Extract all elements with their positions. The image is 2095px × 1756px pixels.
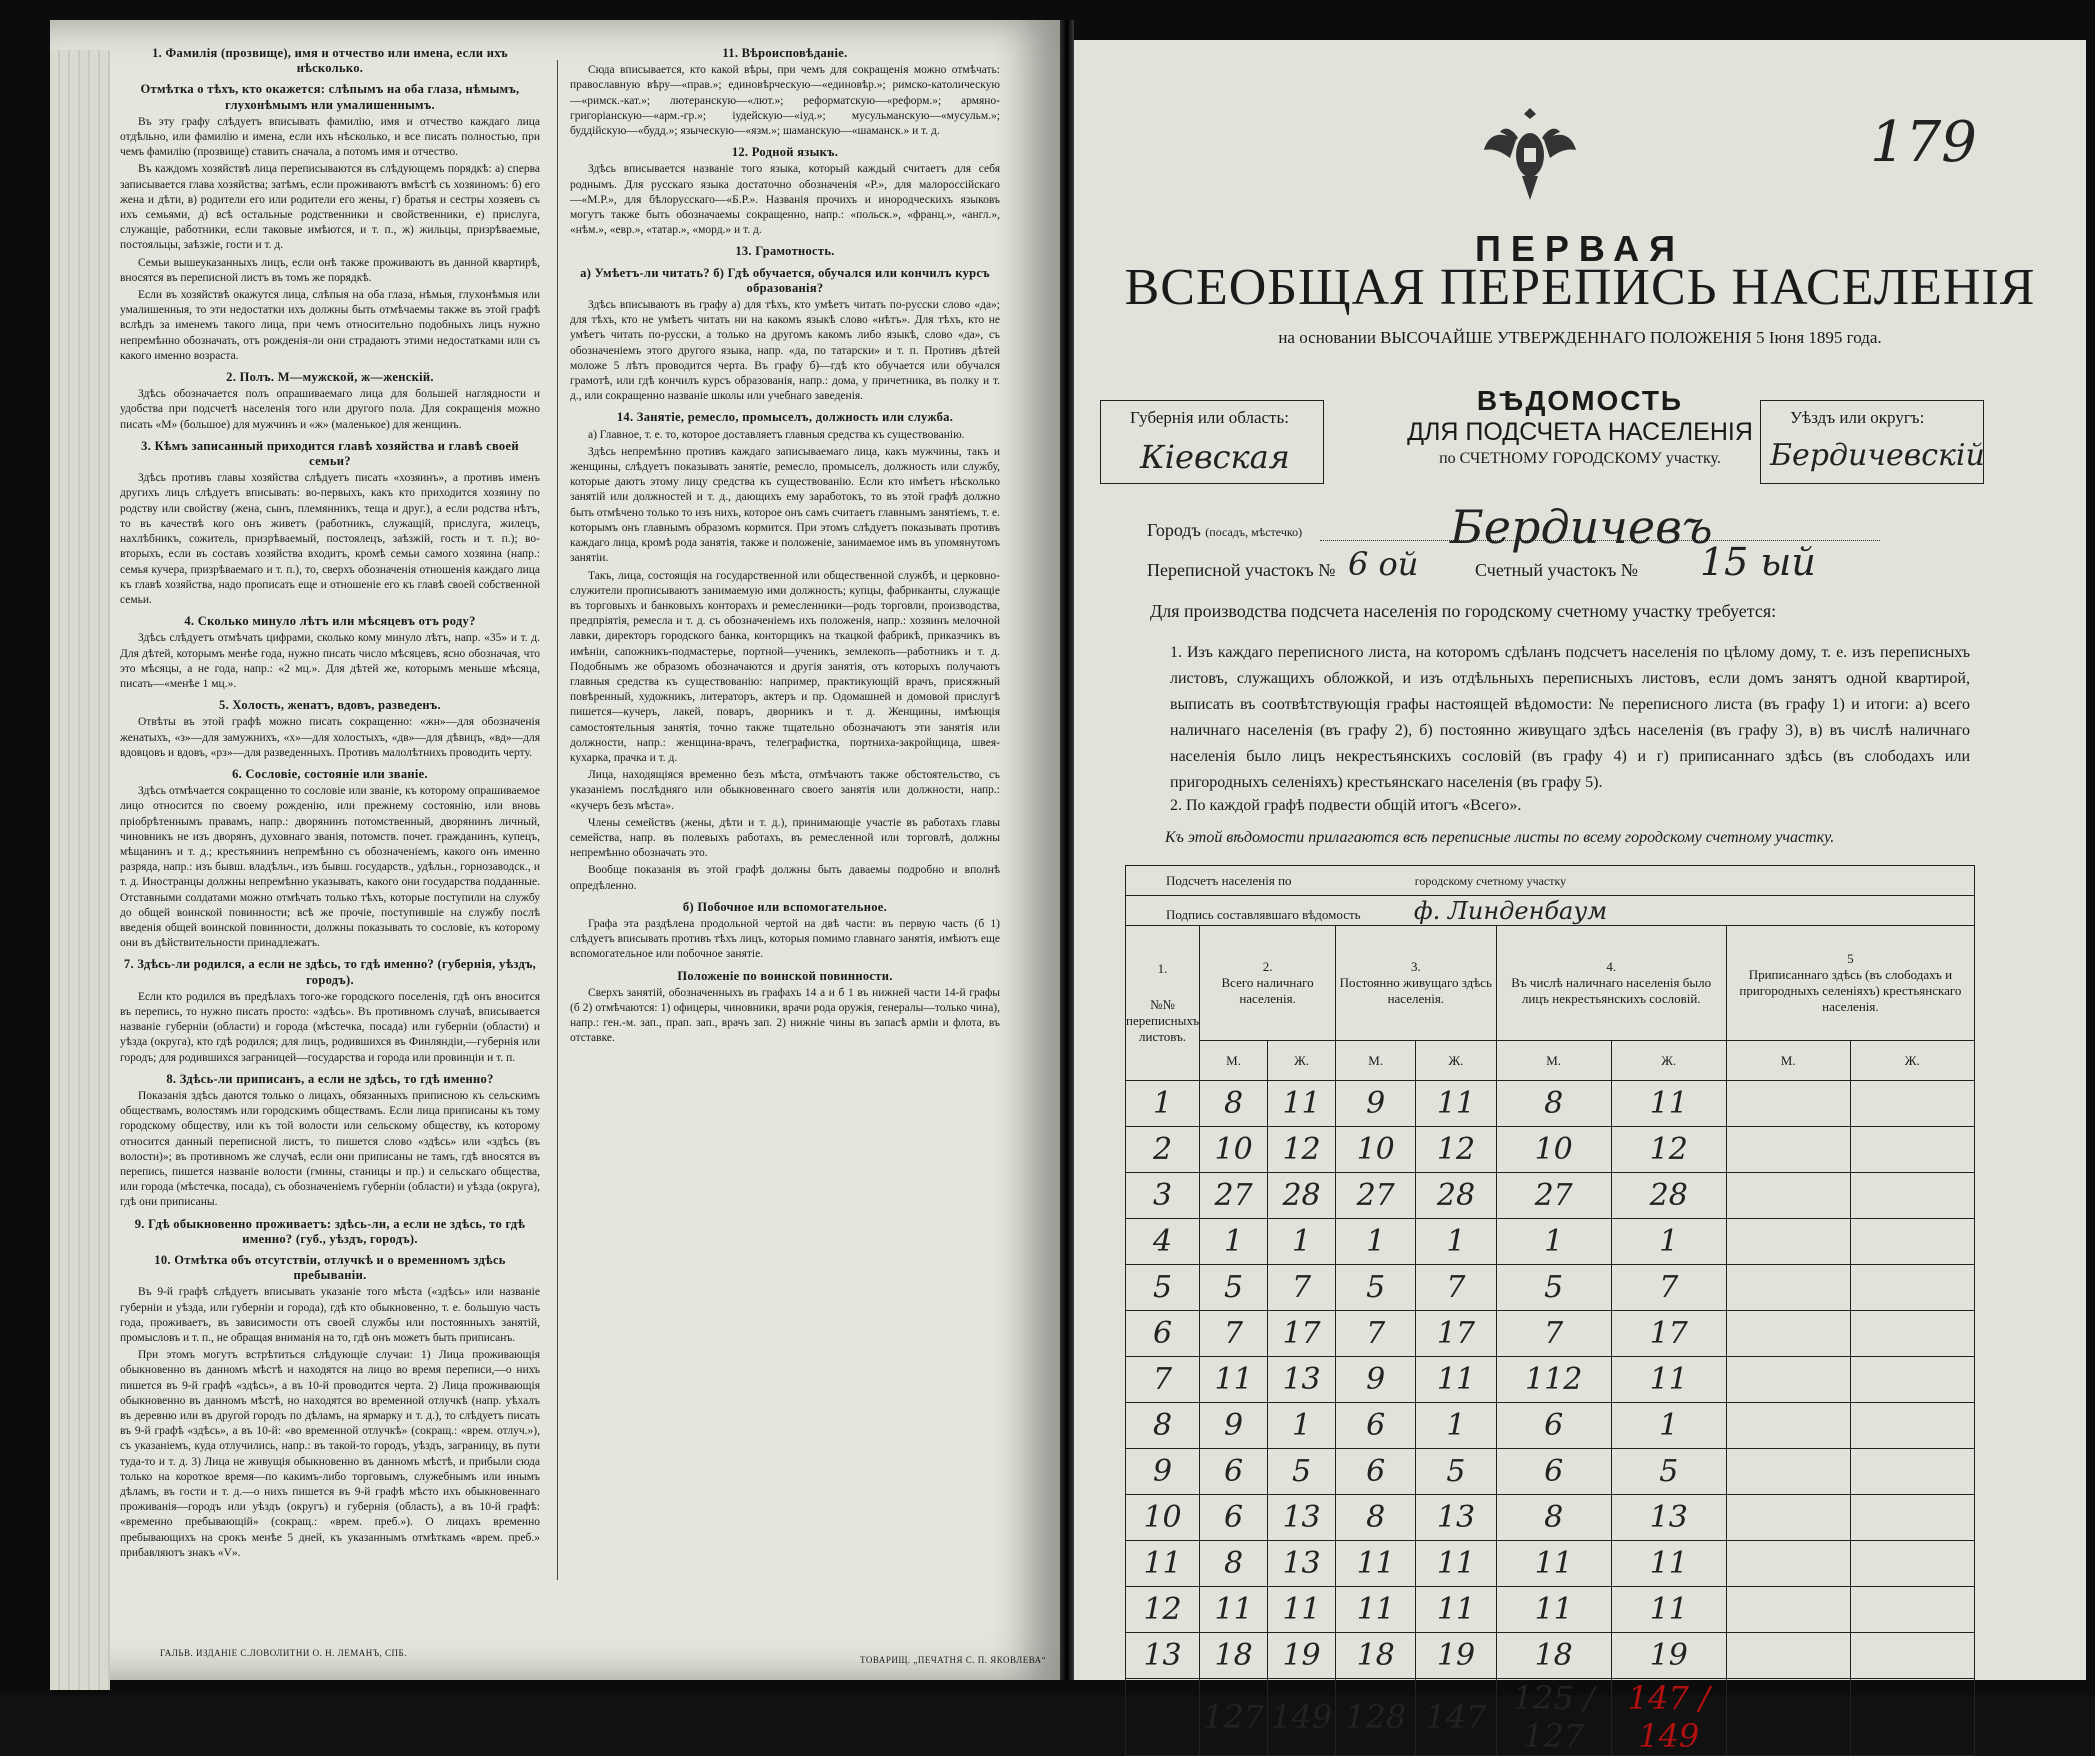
paragraph: Здѣсь вписываютъ въ графу а) для тѣхъ, кто умѣетъ читать по-русски слово «да»; для тѣхъ, кто не умѣетъ читать ни на какомъ языкѣ слово «нѣтъ». Для тѣхъ, кто не умѣетъ читать по-русски, а только на другомъ какомъ либо языкѣ, слово «да», съ обозначеніемъ этого другого языка, напр. «да, по татарски» и т. п. Противъ дѣтей моложе 5 лѣтъ проводится черта. Въ графу б)—гдѣ кто обучается или обучался грамотѣ, или гдѣ кончилъ курсъ образованія, напр.: дома, у причетника, въ полку и т. д., или сокращенно названіе школы или учебнаго заведенія.	[570, 299, 1000, 403]
gubernia-value: Кіевская	[1140, 438, 1290, 476]
count-cell: 9	[1336, 1357, 1416, 1403]
sheet-number-cell: 2	[1126, 1127, 1200, 1173]
table-row	[1126, 1403, 1975, 1449]
paragraph: Въ 9-й графѣ слѣдуетъ вписывать указаніе того мѣста («здѣсь» или названіе губерніи и уѣзда, или губерніи и города), гдѣ кто обыкновенно, т. е. большую часть года, проживаетъ, въ зависимости отъ своей службы или постоянныхъ занятій, промысловъ и т. п., не обращая вниманія на то, гдѣ онъ можетъ быть приписанъ.	[120, 1286, 540, 1345]
count-cell: 8	[1200, 1541, 1268, 1587]
count-cell: 1	[1611, 1219, 1726, 1265]
count-cell: 11	[1611, 1081, 1726, 1127]
count-cell: 9	[1336, 1081, 1416, 1127]
col-subheader-zh: Ж.	[1268, 1041, 1336, 1081]
count-cell	[1726, 1495, 1850, 1541]
printer-imprint-right: ТОВАРИЩ. „ПЕЧАТНЯ С. П. ЯКОВЛЕВА“	[860, 1655, 1047, 1665]
count-cell: 12	[1416, 1127, 1496, 1173]
count-cell: 112	[1496, 1357, 1611, 1403]
section-heading: 10. Отмѣтка объ отсутствіи, отлучкѣ и о временномъ здѣсь пребываніи.	[154, 1253, 506, 1283]
count-cell	[1850, 1587, 1975, 1633]
paragraph: Здѣсь отмѣчается сокращенно то сословіе или званіе, къ которому опрашиваемое лицо относится по своему рожденію, или прежнему состоянію, или вновь пріобрѣтеннымъ правамъ, напр.: дворянинъ потомственный, дворянинъ личный, чиновникъ не изъ дворянъ, духовнаго званія, потомств. почет. гражданинъ, купецъ, мѣщанинъ и т. д.; крестьянинъ непремѣнно съ обозначеніемъ, какого онъ именно разряда, напр.: изъ бывш. владѣльч., изъ бывш. государств., удѣльн., горнозаводск., и т. д. Иностранцы должны непремѣнно указывать, какого они государства подданные. Отставными солдатами можно отмѣчать только тѣхъ, которые поступили на службу до общей воинской повинности; всѣ же прочіе, поступившіе на службу послѣ введенія общей воинской повинности, должны показывать то сословіе, къ которому они въ дѣйствительности принадлежатъ.	[120, 785, 540, 950]
count-cell: 5	[1611, 1449, 1726, 1495]
vedomost-title: ВѢДОМОСТЬ	[1476, 385, 1684, 416]
total-cell: 125 / 127	[1496, 1679, 1611, 1756]
col-subheader-m: М.	[1336, 1041, 1416, 1081]
total-cell: 147	[1416, 1679, 1496, 1756]
col-header-2: 2. Всего наличнаго населенія.	[1200, 926, 1336, 1041]
count-cell: 8	[1200, 1081, 1268, 1127]
count-cell: 1	[1496, 1219, 1611, 1265]
count-cell: 11	[1268, 1587, 1336, 1633]
count-cell: 1	[1416, 1403, 1496, 1449]
attachment-note: Къ этой вѣдомости прилагаются всѣ переписные листы по всему городскому счетному участку.	[1165, 829, 1835, 846]
count-cell: 8	[1336, 1495, 1416, 1541]
paragraph: Если въ хозяйствѣ окажутся лица, слѣпыя на оба глаза, нѣмыя, глухонѣмыя или умалишенныя, то эти недостатки ихъ должны быть отмѣчаемы также въ этой графѣ вслѣдъ за именемъ такого лица, при чемъ относительно подобныхъ лицъ нужно непремѣнно обозначать, отъ рожденія-ли они страдаютъ этими недостатками или съ какого именно возраста.	[120, 289, 540, 362]
count-cell: 10	[1200, 1127, 1268, 1173]
count-cell: 11	[1611, 1587, 1726, 1633]
population-count-table	[1125, 865, 1975, 1756]
count-cell: 6	[1496, 1449, 1611, 1495]
count-cell: 11	[1611, 1357, 1726, 1403]
count-cell: 1	[1416, 1219, 1496, 1265]
count-cell	[1726, 1633, 1850, 1679]
count-cell	[1850, 1311, 1975, 1357]
perepisnoy-label: Переписной участокъ №	[1147, 560, 1336, 580]
table-row	[1126, 1081, 1975, 1127]
table-row	[1126, 1173, 1975, 1219]
count-cell	[1726, 1311, 1850, 1357]
count-cell: 13	[1268, 1541, 1336, 1587]
count-cell: 19	[1268, 1633, 1336, 1679]
count-cell	[1850, 1495, 1975, 1541]
count-cell	[1850, 1081, 1975, 1127]
table-row	[1126, 1449, 1975, 1495]
section-heading: 6. Сословіе, состояніе или званіе.	[232, 766, 428, 781]
gubernia-label: Губернія или область:	[1130, 408, 1289, 427]
count-cell	[1726, 1587, 1850, 1633]
table-header-podschet: Подсчетъ населенія по городскому счетному участку	[1126, 866, 1975, 896]
paragraph: Въ эту графу слѣдуетъ вписывать фамилію, имя и отчество каждаго лица отдѣльно, или фамилію и имена, если ихъ нѣсколько, и все писать полностью, при чемъ фамилію (прозвище) ставить сначала, а потомъ имя и отчество.	[120, 115, 540, 159]
count-cell: 11	[1336, 1541, 1416, 1587]
table-row	[1126, 1495, 1975, 1541]
table-row	[1126, 1541, 1975, 1587]
count-cell: 5	[1268, 1449, 1336, 1495]
sheet-number-cell: 4	[1126, 1219, 1200, 1265]
schetny-value: 15 ый	[1700, 540, 1816, 584]
paragraph: Графа эта раздѣлена продольной чертой на двѣ части: въ первую часть (б 1) слѣдуетъ вписывать противъ тѣхъ лицъ, которыя помимо главнаго занятія, имѣютъ еще вспомогательное или побочное занятіе.	[570, 917, 1000, 961]
sheet-number-cell: 6	[1126, 1311, 1200, 1357]
instructions-intro: Для производства подсчета населенія по городскому счетному участку требуется:	[1150, 601, 1777, 621]
count-cell	[1850, 1633, 1975, 1679]
col-header-1: 1. №№ переписныхъ листовъ.	[1126, 926, 1200, 1081]
count-cell: 18	[1496, 1633, 1611, 1679]
count-cell: 5	[1336, 1265, 1416, 1311]
table-row	[1126, 1587, 1975, 1633]
count-cell: 5	[1496, 1265, 1611, 1311]
count-cell	[1726, 1081, 1850, 1127]
section-heading: 14. Занятіе, ремесло, промыселъ, должность или служба.	[616, 410, 954, 425]
count-cell	[1850, 1449, 1975, 1495]
section-heading: а) Умѣетъ-ли читать? б) Гдѣ обучается, обучался или кончилъ курсъ образованія?	[580, 265, 990, 295]
city-label: Городъ (посадъ, мѣстечко)	[1147, 520, 1303, 540]
col-subheader-zh: Ж.	[1611, 1041, 1726, 1081]
archive-page-number: 179	[1870, 110, 1977, 175]
section-heading: 1. Фамилія (прозвище), имя и отчество или имена, если ихъ нѣсколько.	[152, 46, 508, 76]
instructions-item-2: 2. По каждой графѣ подвести общій итогъ «Всего».	[1170, 797, 1522, 814]
count-cell: 10	[1496, 1127, 1611, 1173]
section-heading: Отмѣтка о тѣхъ, кто окажется: слѣпымъ на оба глаза, нѣмымъ, глухонѣмымъ или умалишеннымъ.	[140, 82, 520, 112]
paragraph: Сюда вписывается, кто какой вѣры, при чемъ для сокращенія можно отмѣчать: православную вѣру—«прав.»; единовѣрческую—«единовѣр.»; римско-католическую—«римск.-кат.»; лютеранскую—«лют.»; реформатскую—«реформ.»; армяно-григоріанскую—«арм.-гр.»; іудейскую—«іуд.»; мусульманскую—«мусульм.»; буддійскую—«будд.»; языческую—«язм.»; шаманскую—«шаманск.» и т. д.	[570, 64, 1000, 138]
table-header-podpis: Подпись составлявшаго вѣдомость ф. Линденбаум	[1126, 896, 1975, 926]
sheet-number-cell: 11	[1126, 1541, 1200, 1587]
count-cell: 6	[1336, 1403, 1416, 1449]
count-cell	[1726, 1127, 1850, 1173]
paragraph: а) Главное, т. е. то, которое доставляетъ главныя средства къ существованію.	[588, 428, 965, 441]
total-cell: 147 / 149	[1611, 1679, 1726, 1756]
total-cell	[1726, 1679, 1850, 1756]
count-cell	[1850, 1173, 1975, 1219]
table-row	[1126, 1219, 1975, 1265]
count-cell: 17	[1611, 1311, 1726, 1357]
count-cell: 9	[1200, 1403, 1268, 1449]
count-cell: 28	[1611, 1173, 1726, 1219]
count-cell: 17	[1268, 1311, 1336, 1357]
section-heading: 8. Здѣсь-ли приписанъ, а если не здѣсь, то гдѣ именно?	[166, 1071, 494, 1086]
paragraph: Лица, находящіяся временно безъ мѣста, отмѣчаютъ также обстоятельство, съ указаніемъ послѣдняго или обыкновеннаго своего занятія или должности, напр.: «кучеръ безъ мѣста».	[570, 769, 1000, 812]
col-subheader-zh: Ж.	[1416, 1041, 1496, 1081]
col-subheader-m: М.	[1200, 1041, 1268, 1081]
paragraph: Здѣсь противъ главы хозяйства слѣдуетъ писать «хозяинъ», а противъ именъ другихъ лицъ слѣдуетъ вписывать: во-первыхъ, какъ кто приходится хозяину по родству или свойству (жена, сынъ, племянникъ, теща и друг.), а если родства нѣтъ, то въ качествѣ кого онъ живетъ (работникъ, служащій, прислуга, жилецъ, нахлѣбникъ, сожитель, призрѣваемый, постоялецъ, заѣзжій, гость и т. п.); во-вторыхъ, если въ составъ хозяйства входитъ, кромѣ семьи самого хозяина (напр.: семья кучера, призрѣваемаго и т. п.), то, сверхъ обозначенія отношенія каждаго лица къ главѣ хозяйства, надо прописать еще и отношеніе его къ главѣ своей собственной семьи.	[120, 472, 540, 606]
count-cell: 1	[1611, 1403, 1726, 1449]
count-cell: 7	[1496, 1311, 1611, 1357]
count-cell	[1726, 1173, 1850, 1219]
count-cell: 18	[1336, 1633, 1416, 1679]
count-cell: 19	[1611, 1633, 1726, 1679]
section-heading: б) Побочное или вспомогательное.	[682, 899, 888, 914]
col-header-5: 5 Приписаннаго здѣсь (въ слободахъ и пригородныхъ селеніяхъ) крестьянскаго населенія.	[1726, 926, 1974, 1041]
paragraph: Семьи вышеуказанныхъ лицъ, если онѣ также проживаютъ въ данной квартирѣ, вносятся въ переписной листъ въ томъ же порядкѣ.	[120, 256, 540, 284]
total-cell: 127	[1200, 1679, 1268, 1756]
count-cell: 13	[1268, 1495, 1336, 1541]
count-cell: 6	[1336, 1449, 1416, 1495]
city-value: Бердичевъ	[1450, 500, 1713, 554]
paragraph: Если кто родился въ предѣлахъ того-же городского поселенія, гдѣ онъ вносится въ перепись, то нужно писать просто: «здѣсь». Въ противномъ случаѣ, вписывается названіе губерніи (области) и города (мѣстечка, посада) или губерніи (области) и уѣзда (округа), кто гдѣ родился; для лицъ, родившихся въ Финляндіи,—губернія или городъ; для родившихся заграницей—государства и города или провинціи и т. п.	[120, 990, 540, 1064]
instructions-column-2	[570, 40, 1000, 1600]
section-heading: 13. Грамотность.	[735, 244, 835, 259]
count-cell: 28	[1268, 1173, 1336, 1219]
count-cell: 6	[1200, 1449, 1268, 1495]
count-cell: 1	[1200, 1219, 1268, 1265]
count-cell: 11	[1416, 1081, 1496, 1127]
paragraph: Вообще показанія въ этой графѣ должны быть даваемы подробно и вполнѣ опредѣленно.	[570, 864, 1000, 892]
count-cell	[1726, 1403, 1850, 1449]
section-heading: 5. Холость, женатъ, вдовъ, разведенъ.	[219, 698, 441, 713]
total-cell	[1850, 1679, 1975, 1756]
section-heading: 12. Родной языкъ.	[731, 145, 839, 160]
uezd-value: Бердичевскій	[1770, 438, 1985, 473]
vedomost-subtitle: ДЛЯ ПОДСЧЕТА НАСЕЛЕНІЯ	[1407, 418, 1753, 446]
column-divider	[557, 60, 558, 1580]
count-cell	[1850, 1541, 1975, 1587]
count-cell: 7	[1416, 1265, 1496, 1311]
title-decree: на основании ВЫСОЧАЙШЕ УТВЕРЖДЕННАГО ПОЛОЖЕНІЯ 5 Іюня 1895 года.	[1278, 328, 1882, 347]
count-cell	[1850, 1265, 1975, 1311]
total-cell: 128	[1336, 1679, 1416, 1756]
paragraph: Сверхъ занятій, обозначенныхъ въ графахъ 14 а и б 1 въ нижней части 14-й графы (б 2) отмѣчаются: 1) офицеры, чиновники, врачи рода оружія, генералы—только чина), напр.: ген.-м. зап., прап. зап., врачъ зап. 2) нижніе чины въ запасѣ арміи и флота, въ отставке.	[570, 986, 1000, 1045]
perepisnoy-value: 6 ой	[1348, 545, 1419, 583]
sheet-number-cell: 7	[1126, 1357, 1200, 1403]
col-subheader-zh: Ж.	[1850, 1041, 1975, 1081]
paragraph: Такъ, лица, состоящія на государственной или общественной службѣ, и церковно-служители прописываютъ занимаемую ими должность; купцы, фабриканты, служащіе въ торговыхъ и банковыхъ конторахъ и ремесленники—родъ торговли, производства, предпріятія, ремесла и т. д. съ обозначеніемъ ихъ положенія, напр.: хозяинъ мелочной лавки, директоръ городского банка, конторщикъ на ткацкой фабрикѣ, приказчикъ въ имѣніи, сапожникъ-подмастерье, портной—ученикъ, землекопъ—работникъ и т. д. Подобнымъ же образомъ обозначаются и другія занятія, отъ которыхъ получаютъ главныя средства къ существованію: например, практикующій врачъ, присяжный повѣренный, художникъ, литераторъ, актеръ и пр. Одомашней и домовой прислугѣ пишется—кучеръ, лакей, поваръ, дворникъ и т. д. Женщины, имѣющія самостоятельныя занятія, точно также тщательно обозначаютъ эти занятія или должности, напр.: женщина-врачъ, телеграфистка, портниха-закройщица, швея-кухарка, прачка и т. д.	[570, 569, 1000, 764]
paragraph: Здѣсь непремѣнно противъ каждаго записываемаго лица, какъ мужчины, такъ и женщины, слѣдуетъ показывать занятіе, ремесло, промыселъ, должность или службу, которые даютъ этому лицу средства къ существованію. Если кто имѣетъ нѣсколько занятій или должностей и т. д., дающихъ ему заработокъ, то въ этой графѣ должно быть отмѣчено только то изъ нихъ, которое онъ самъ считаетъ главнымъ занятіемъ, т. е. которымъ онъ главнымъ образомъ кормится. При этомъ слѣдуетъ показывать противъ каждаго лица, кромѣ рода занятія, также и положеніе, занимаемое имъ въ упомянутомъ занятіи.	[570, 445, 1000, 565]
section-heading: 2. Полъ. М—мужской, ж—женскій.	[226, 370, 434, 385]
count-cell	[1726, 1357, 1850, 1403]
col-subheader-m: М.	[1496, 1041, 1611, 1081]
schetny-label: Счетный участокъ №	[1475, 560, 1638, 580]
count-cell: 11	[1268, 1081, 1336, 1127]
count-cell: 5	[1416, 1449, 1496, 1495]
count-cell	[1726, 1449, 1850, 1495]
count-cell: 6	[1200, 1495, 1268, 1541]
count-cell: 27	[1200, 1173, 1268, 1219]
count-cell: 5	[1200, 1265, 1268, 1311]
count-cell: 7	[1268, 1265, 1336, 1311]
count-cell: 19	[1416, 1633, 1496, 1679]
vedomost-section: по СЧЕТНОМУ ГОРОДСКОМУ участку.	[1439, 450, 1721, 467]
count-cell: 11	[1200, 1587, 1268, 1633]
table-row	[1126, 1127, 1975, 1173]
count-cell: 11	[1336, 1587, 1416, 1633]
double-headed-eagle-emblem	[1480, 100, 1580, 210]
count-cell: 1	[1336, 1219, 1416, 1265]
instructions-column-1	[120, 40, 540, 1600]
count-cell: 18	[1200, 1633, 1268, 1679]
col-header-3: 3. Постоянно живущаго здѣсь населенія.	[1336, 926, 1497, 1041]
count-cell: 28	[1416, 1173, 1496, 1219]
stacked-page-edges	[50, 50, 110, 1690]
section-heading: 9. Гдѣ обыкновенно проживаетъ: здѣсь-ли, а если не здѣсь, то гдѣ именно? (губ., уѣздъ, городъ).	[134, 1216, 526, 1246]
table-row	[1126, 1633, 1975, 1679]
paragraph: Здѣсь обозначается полъ опрашиваемаго лица для большей наглядности и удобства при подсчетѣ населенія того или другого пола. Для сокращенія можно писать «М» (большое) для мужчинъ и «ж» (маленькое) для женщинъ.	[120, 388, 540, 431]
count-cell: 27	[1336, 1173, 1416, 1219]
paragraph: Въ каждомъ хозяйствѣ лица переписываются въ слѣдующемъ порядкѣ: а) сперва записывается глава хозяйства; затѣмъ, если проживаютъ вмѣстѣ съ хозяиномъ: б) его жена и дѣти, в) родители его или родители его жены, г) братья и сестры хозяевъ съ ихъ семьями, д) всѣ остальные родственники и свойственники, е) прислуга, служащіе, работники, если таковые имѣются, и т. п., ж) жильцы, призрѣваемые, постояльцы, заѣзжіе, гости и т. д.	[120, 163, 540, 252]
count-cell: 12	[1268, 1127, 1336, 1173]
count-cell: 11	[1416, 1587, 1496, 1633]
count-cell: 8	[1496, 1081, 1611, 1127]
count-cell: 11	[1416, 1541, 1496, 1587]
count-cell: 1	[1268, 1219, 1336, 1265]
count-cell	[1726, 1541, 1850, 1587]
title-pervaya: ПЕРВАЯ	[1475, 228, 1685, 269]
sheet-number-cell: 1	[1126, 1081, 1200, 1127]
section-heading: 3. Кѣмъ записанный приходится главѣ хозяйства и главѣ своей семьи?	[141, 438, 519, 469]
count-cell: 27	[1496, 1173, 1611, 1219]
printer-imprint-left: ГАЛЬВ. ИЗДАНІЕ С.ЛОВОЛИТНИ О. Н. ЛЕМАНЪ, СПБ.	[160, 1648, 407, 1658]
count-cell: 11	[1416, 1357, 1496, 1403]
count-cell: 8	[1496, 1495, 1611, 1541]
paragraph: Отвѣты въ этой графѣ можно писать сокращенно: «жн»—для обозначенія женатыхъ, «з»—для замужнихъ, «х»—для холостыхъ, «дв»—для дѣвицъ, «вд»—для вдовцовъ и вдовъ, «рз»—для разведенныхъ. Противъ малолѣтнихъ проводить черту.	[120, 716, 540, 759]
section-heading: 11. Вѣроисповѣданіе.	[722, 46, 848, 60]
table-row	[1126, 1357, 1975, 1403]
count-cell: 13	[1268, 1357, 1336, 1403]
totals-row	[1126, 1679, 1975, 1756]
sheet-number-cell: 13	[1126, 1633, 1200, 1679]
count-cell	[1850, 1357, 1975, 1403]
count-cell: 11	[1611, 1541, 1726, 1587]
table-row	[1126, 1311, 1975, 1357]
paragraph: Здѣсь вписывается названіе того языка, который каждый считаетъ для себя роднымъ. Для русскаго языка достаточно обозначенія «Р.», для малороссійскаго—«М.Р.», для бѣлорусскаго—«Б.Р.». Названія прочихъ и инородческихъ языковъ могутъ также быть обозначаемы сокращенно, напр.: «польск.», «франц.», «англ.», «нѣм.», «евр.», «татар.», «морд.» и т. д.	[570, 163, 1000, 237]
count-cell	[1850, 1127, 1975, 1173]
uezd-label: Уѣздъ или округъ:	[1790, 408, 1925, 427]
section-heading: 7. Здѣсь-ли родился, а если не здѣсь, то гдѣ именно? (губернія, уѣздъ, городъ).	[123, 957, 537, 987]
sheet-number-cell: 8	[1126, 1403, 1200, 1449]
book-gutter	[1060, 20, 1074, 1680]
paragraph: Члены семействъ (жены, дѣти и т. д.), принимающіе участіе въ работахъ главы семейства, напр. въ полевыхъ работахъ, въ ремесленной или торговлѣ, должны непремѣнно обозначать это.	[570, 816, 1000, 860]
paragraph: Показанія здѣсь даются только о лицахъ, обязанныхъ приписною къ сельскимъ обществамъ, волостямъ или городскимъ обществамъ. Если лица приписаны къ тому городскому обществу, или къ той волости или сельскому обществу, къ которому относится данный переписной листъ, то пишется слово «здѣсь» или «здѣсь (въ волости)»; въ противномъ же случаѣ, если они приписаны не тамъ, гдѣ вносятся въ перепись, пишется названіе волости (гмины, станицы и пр.) и сельскаго общества, или города (мѣстечка, посада), съ обозначеніемъ губерніи (области) и уѣзда (округа), гдѣ они приписаны.	[120, 1090, 540, 1209]
count-cell: 7	[1611, 1265, 1726, 1311]
section-heading: 4. Сколько минуло лѣтъ или мѣсяцевъ отъ роду?	[184, 614, 476, 629]
count-cell: 12	[1611, 1127, 1726, 1173]
sheet-number-cell: 12	[1126, 1587, 1200, 1633]
count-cell: 6	[1496, 1403, 1611, 1449]
sheet-number-cell: 10	[1126, 1495, 1200, 1541]
count-cell: 13	[1416, 1495, 1496, 1541]
count-cell: 11	[1496, 1587, 1611, 1633]
instructions-item-1: 1. Изъ каждаго переписного листа, на которомъ сдѣланъ подсчетъ населенія по цѣлому дому, т. е. изъ переписныхъ листовъ, служащихъ обложкой, и изъ отдѣльныхъ переписныхъ листовъ, если домъ занятъ одной квартирой, выписать въ соотвѣтствующія графы настоящей вѣдомости: № переписного листа (въ графу 1) и итоги: а) всего наличнаго населенія (въ графу 2), б) постоянно живущаго здѣсь населенія (въ графу 3), в) въ числѣ наличнаго населенія было лицъ некрестьянскихъ сословій (въ графу 4) и г) приписаннаго здѣсь (въ слободахъ или пригородныхъ селеніяхъ) крестьянскаго населенія (въ графу 5).	[1170, 644, 1970, 791]
count-cell: 11	[1496, 1541, 1611, 1587]
paragraph: При этомъ могутъ встрѣтиться слѣдующіе случаи: 1) Лица проживающія обыкновенно въ данномъ мѣстѣ и находятся на лицо во время переписи,—о нихъ пишется въ 9-й графѣ «здѣсь», а въ 10-й проводится черта. 2) Лица проживающія обыкновенно въ данномъ мѣстѣ, но находятся во временной отлучкѣ (напр. уѣхалъ въ деревню или въ другой городъ по дѣламъ, на ярмарку и т. д.), то слѣдуетъ писать въ 9-й графѣ «здѣсь», а въ 10-й: «во временной отлучкѣ» (сокращ.: «врем. отлуч.»), съ указаніемъ, куда отлучились, напр.: въ такой-то городъ, уѣздъ, заграницу, въ пути туда-то и т. д. 3) Лица не живущія обыкновенно въ данномъ мѣстѣ, и прибыли сюда только на короткое время—по какимъ-либо торговымъ, служебнымъ или инымъ дѣламъ, въ гости и т. д.—о нихъ пишется въ 9-й графѣ мѣсто ихъ обыкновеннаго проживанія—городъ или уѣздъ (округъ) и губернія (область), а въ 10-й графѣ: «временно пребывающій» (сокращ.: «врем. преб.»). О лицахъ временно пребывающихъ на срокъ менѣе 5 дней, къ указаннымъ отмѣткамъ «врем. преб.» прибавляютъ знакъ «V».	[120, 1349, 540, 1559]
count-cell: 13	[1611, 1495, 1726, 1541]
table-row	[1126, 1265, 1975, 1311]
count-cell	[1850, 1403, 1975, 1449]
col-header-4: 4. Въ числѣ наличнаго населенія было лицъ некрестьянскихъ сословій.	[1496, 926, 1726, 1041]
sheet-number-cell: 3	[1126, 1173, 1200, 1219]
total-cell: 149	[1268, 1679, 1336, 1756]
title-census: ВСЕОБЩАЯ ПЕРЕПИСЬ НАСЕЛЕНІЯ	[1124, 259, 2036, 316]
count-cell: 17	[1416, 1311, 1496, 1357]
count-cell: 1	[1268, 1403, 1336, 1449]
col-subheader-m: М.	[1726, 1041, 1850, 1081]
count-cell: 7	[1200, 1311, 1268, 1357]
count-cell: 10	[1336, 1127, 1416, 1173]
sheet-number-cell: 9	[1126, 1449, 1200, 1495]
sheet-number-cell: 5	[1126, 1265, 1200, 1311]
count-cell	[1726, 1265, 1850, 1311]
count-cell	[1726, 1219, 1850, 1265]
paragraph: Здѣсь слѣдуетъ отмѣчать цифрами, сколько кому минуло лѣтъ, напр. «35» и т. д. Для дѣтей, которымъ менѣе года, нужно писать число мѣсяцевъ, ясно обозначая, что это мѣсяцы, а не года, напр.: «2 мц.». Для дѣтей же, которымъ меньше мѣсяца, писать—«менѣе 1 мц.».	[120, 632, 540, 690]
count-cell: 7	[1336, 1311, 1416, 1357]
section-heading: Положеніе по воинской повинности.	[677, 968, 893, 983]
total-cell	[1126, 1679, 1200, 1756]
count-cell	[1850, 1219, 1975, 1265]
count-cell: 11	[1200, 1357, 1268, 1403]
